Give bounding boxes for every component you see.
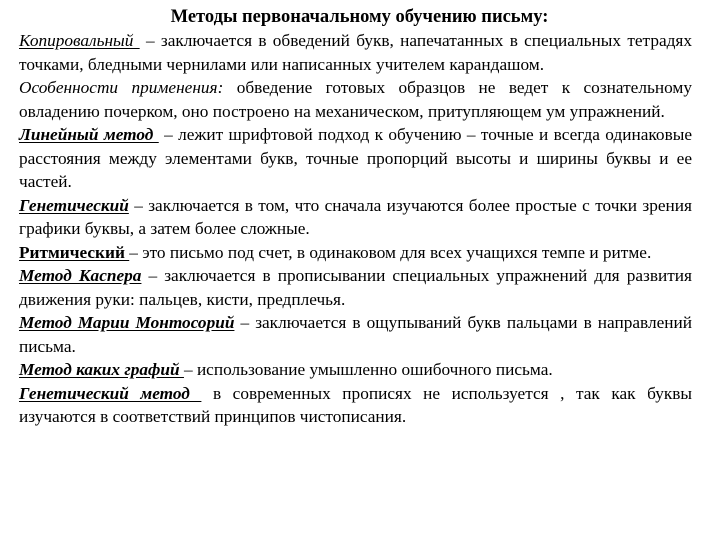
definition-genetic: заключается в том, что сначала изучаются более простые с точки зрения графики буквы, а затем более сложные. — [19, 195, 693, 238]
paragraph-genetic-method — [19, 382, 692, 429]
separator: – — [139, 31, 161, 50]
definition-kasper-method: заключается в прописывании специальных упражнений для развития движения руки: пальцев, кисти, предплечья. — [19, 266, 692, 309]
term-kasper-method: Метод Каспера — [19, 266, 142, 285]
paragraph-kasper-method — [19, 264, 692, 311]
definition-genetic-method: в современных прописях не используется , так как буквы изучаются в соответствий принципов чистописания. — [19, 383, 693, 426]
term-montessori-method: Метод Марии Монтосорий — [19, 313, 235, 332]
separator: – — [141, 266, 165, 285]
term-usage-features: Особенности применения: — [19, 78, 224, 97]
definition-copying: заключается в обведений букв, напечатанных в специальных тетрадях точками, бледными чернилами или написанных учителем карандашом. — [19, 31, 693, 74]
separator: – — [129, 242, 143, 262]
separator — [223, 78, 236, 97]
paragraph-montessori-method — [19, 311, 692, 358]
definition-montessori-method: заключается в ощупываний букв пальцами в направлений письма. — [19, 313, 693, 356]
page-title: Методы первоначальному обучению письму: — [170, 7, 549, 27]
term-genetic-method: Генетический метод — [19, 383, 202, 403]
term-copying: Копировальный — [19, 31, 140, 50]
paragraph-usage-features — [19, 76, 692, 123]
separator: – — [128, 195, 149, 215]
paragraph-linear-method — [19, 123, 692, 194]
definition-usage-features: обведение готовых образцов не ведет к сознательному овладению почерком, оно построено на механическом, притупляющем ум упражнений. — [19, 78, 692, 121]
separator — [201, 384, 213, 403]
term-rhythmic: Ритмический — [19, 242, 130, 262]
paragraph-cacography-method — [19, 358, 692, 382]
definition-cacography-method: использование умышленно ошибочного письма. — [196, 360, 553, 379]
term-linear-method: Линейный метод — [19, 125, 159, 144]
term-cacography-method: Метод каких графий — [19, 360, 184, 379]
definition-rhythmic: это письмо под счет, в одинаковом для всех учащихся темпе и ритме. — [142, 242, 652, 262]
separator: – — [158, 125, 179, 144]
paragraph-rhythmic — [19, 241, 692, 265]
paragraph-genetic — [19, 194, 692, 241]
paragraph-copying-method — [19, 29, 692, 76]
separator: – — [234, 313, 256, 332]
definition-linear-method: лежит шрифтовой подход к обучению – точные и всегда одинаковые расстояния между элементами букв, точные пропорций высоты и ширины буквы и ее частей. — [19, 125, 693, 191]
term-genetic: Генетический — [19, 195, 129, 215]
separator: – — [183, 360, 197, 379]
